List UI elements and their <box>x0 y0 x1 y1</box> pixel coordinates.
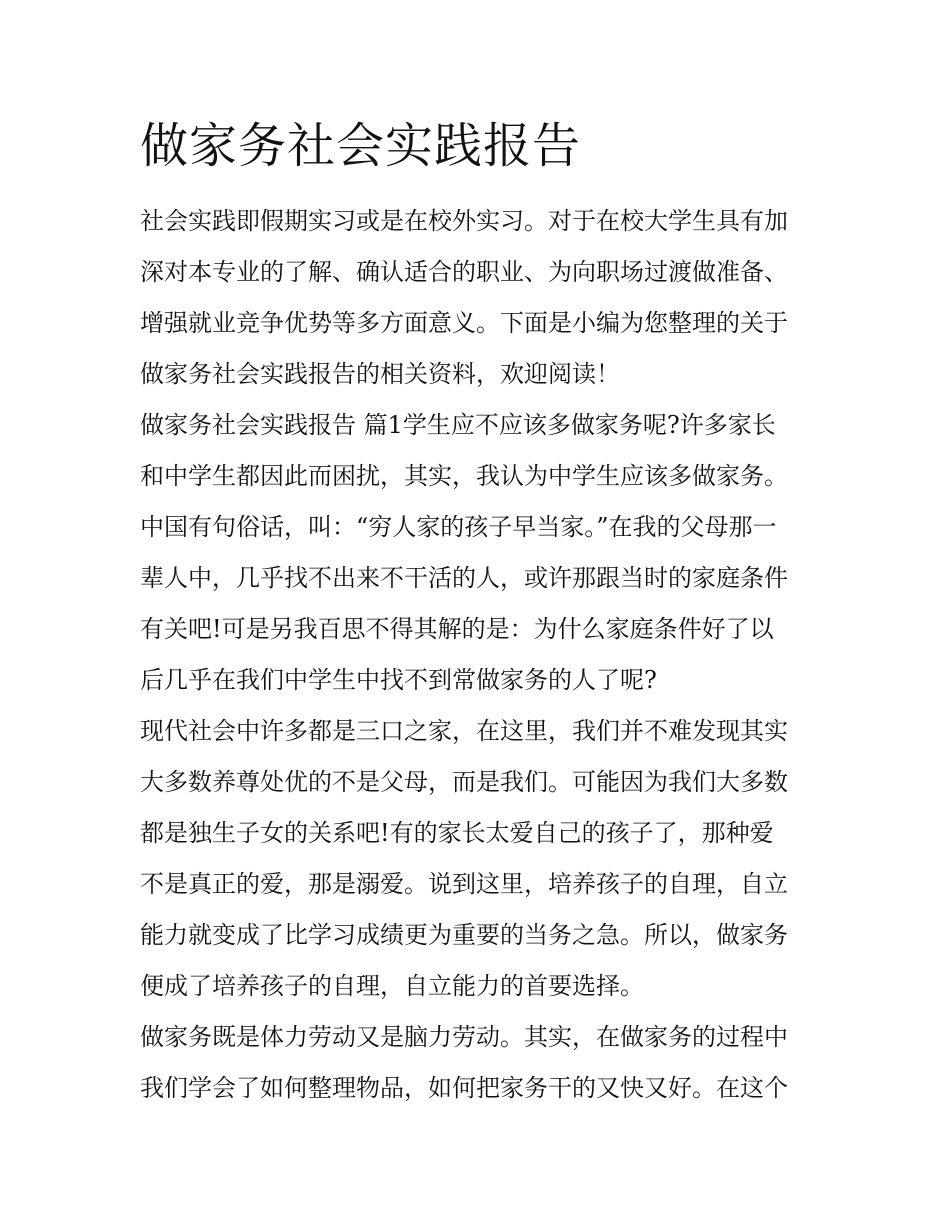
body-line: 做家务社会实践报告的相关资料，欢迎阅读！ <box>140 360 620 388</box>
body-line: 现代社会中许多都是三口之家，在这里，我们并不难发现其实 <box>140 717 788 745</box>
body-line: 有关吧!可是另我百思不得其解的是：为什么家庭条件好了以 <box>140 615 774 643</box>
body-line: 和中学生都因此而困扰，其实，我认为中学生应该多做家务。 <box>140 462 788 490</box>
body-line: 做家务既是体力劳动又是脑力劳动。其实，在做家务的过程中 <box>140 1023 788 1051</box>
body-line: 社会实践即假期实习或是在校外实习。对于在校大学生具有加 <box>140 207 788 235</box>
document-title: 做家务社会实践报告 <box>140 118 582 174</box>
body-line: 大多数养尊处优的不是父母，而是我们。可能因为我们大多数 <box>140 768 788 796</box>
body-line: 便成了培养孩子的自理，自立能力的首要选择。 <box>140 972 644 1000</box>
body-line: 不是真正的爱，那是溺爱。说到这里，培养孩子的自理，自立 <box>140 870 788 898</box>
body-line: 后几乎在我们中学生中找不到常做家务的人了呢? <box>140 666 657 694</box>
body-line: 增强就业竞争优势等多方面意义。下面是小编为您整理的关于 <box>140 309 788 337</box>
body-line: 我们学会了如何整理物品，如何把家务干的又快又好。在这个 <box>140 1074 788 1102</box>
body-line: 能力就变成了比学习成绩更为重要的当务之急。所以，做家务 <box>140 921 788 949</box>
body-line: 深对本专业的了解、确认适合的职业、为向职场过渡做准备、 <box>140 258 788 286</box>
body-line: 做家务社会实践报告 篇1学生应不应该多做家务呢?许多家长 <box>140 411 776 439</box>
body-line: 辈人中，几乎找不出来不干活的人，或许那跟当时的家庭条件 <box>140 564 788 592</box>
document-body <box>140 196 820 1114</box>
body-line: 中国有句俗话，叫：“穷人家的孩子早当家。”在我的父母那一 <box>140 513 777 541</box>
body-line: 都是独生子女的关系吧!有的家长太爱自己的孩子了，那种爱 <box>140 819 774 847</box>
